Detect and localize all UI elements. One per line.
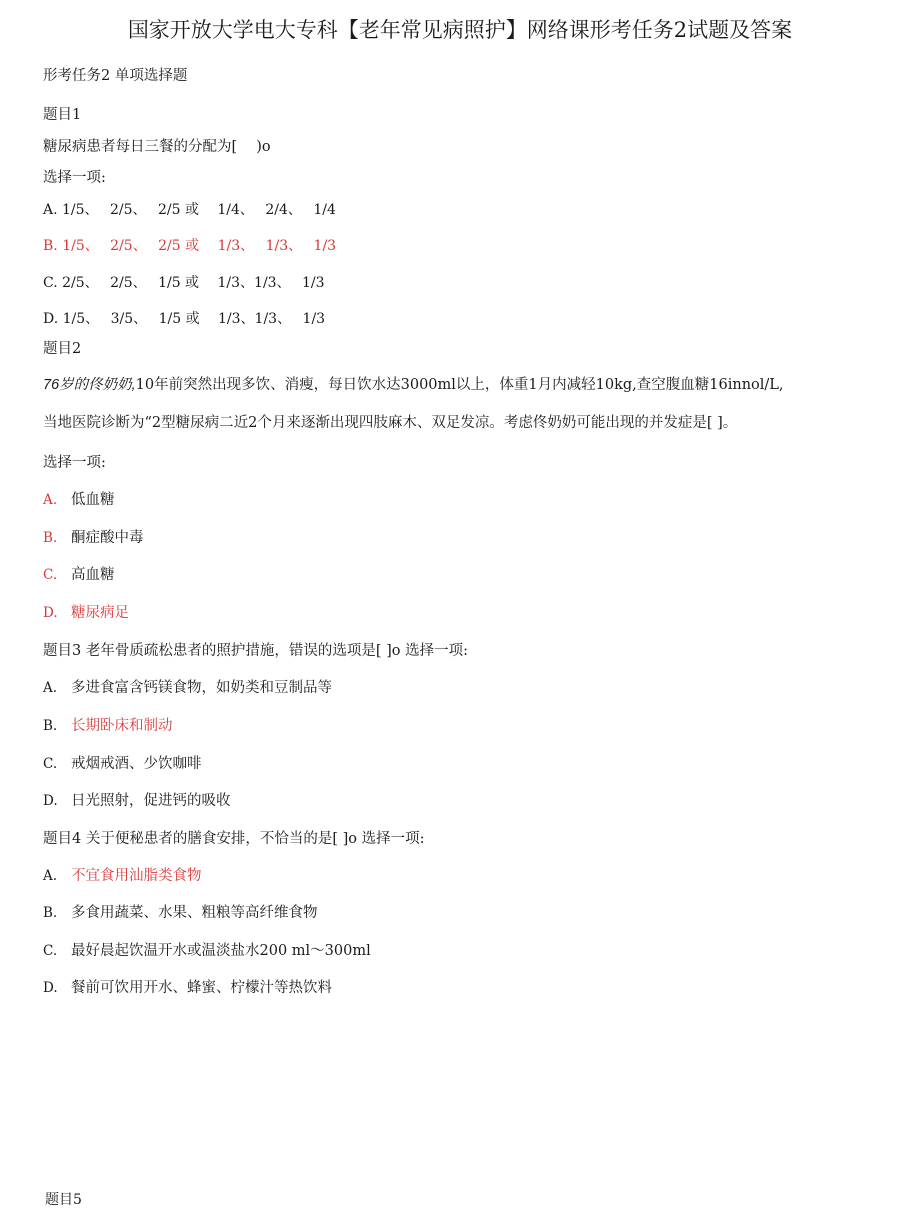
question-4-stem: 题目4 关于便秘患者的膳食安排，不恰当的是[ ]o 选择一项: [43,831,425,847]
section-heading: 形考任务2 单项选择题 [43,68,188,84]
option-text: 最好晨起饮温开水或温淡盐水200 ml〜300ml [71,943,371,959]
option-text: 日光照射，促进钙的吸收 [71,793,231,809]
option-text: 戒烟戒酒、少饮咖啡 [71,756,202,772]
option-letter: C. [43,943,58,959]
option-text: 长期卧床和制动 [71,718,173,734]
question-2-prompt: 选择一项: [43,455,106,471]
question-2-option-c[interactable] [43,563,115,584]
question-3-option-c[interactable] [43,752,202,773]
question-2-stem-line-1 [43,373,784,394]
question-4-option-c[interactable] [43,939,371,960]
question-3-option-b-correct[interactable] [43,714,173,735]
question-2-label: 题目2 [43,341,82,357]
question-1-prompt: 选择一项: [43,170,106,186]
option-text: 餐前可饮用开水、蜂蜜、柠檬汁等热饮料 [71,980,332,996]
option-letter: A. [43,680,58,696]
option-text: 多食用蔬菜、水果、粗粮等高纤维食物 [71,905,318,921]
option-letter: A. [43,492,58,508]
option-letter: A. [43,868,58,884]
question-2-option-a[interactable] [43,488,115,509]
option-letter: D. [43,605,58,621]
question-4-option-d[interactable] [43,976,332,997]
question-3-stem: 题目3 老年骨质疏松患者的照护措施，错误的选项是[ ]o 选择一项: [43,643,468,659]
question-1-option-d[interactable]: D. 1/5、 3/5、 1/5 或 1/3、1/3、 1/3 [43,311,326,327]
question-1-option-a[interactable]: A. 1/5、 2/5、 2/5 或 1/4、 2/4、 1/4 [43,202,336,218]
option-text: 低血糖 [71,492,115,508]
option-text: 不宜食用汕脂类食物 [71,868,202,884]
question-2-stem-line-2: 当地医院诊断为“2型糖尿病二近2个月来逐渐出现四肢麻木、双足发凉。考虑佟奶奶可能出现的并发症是[ ]。 [43,415,738,431]
option-text: 酮症酸中毒 [71,530,144,546]
question-4-option-a-correct[interactable] [43,864,202,885]
question-2-option-b[interactable] [43,526,144,547]
option-letter: B. [43,530,58,546]
question-3-option-d[interactable] [43,789,231,810]
question-2-option-d-correct[interactable] [43,601,129,622]
option-text: 多进食富含钙镁食物，如奶类和豆制品等 [71,680,332,696]
option-letter: B. [43,905,58,921]
option-text: 高血糖 [71,567,115,583]
option-letter: D. [43,793,58,809]
question-3-option-a[interactable] [43,676,332,697]
option-letter: B. [43,718,58,734]
document-title: 国家开放大学电大专科【老年常见病照护】网络课形考任务2试题及答案 [127,18,793,42]
option-letter: C. [43,756,58,772]
question-4-option-b[interactable] [43,901,318,922]
question-2-stem-italic: 76岁的佟奶奶, [43,377,136,393]
question-1-label: 题目1 [43,107,82,123]
question-1-option-b-correct[interactable]: B. 1/5、 2/5、 2/5 或 1/3、 1/3、 1/3 [43,238,337,254]
option-letter: D. [43,980,58,996]
question-2-stem-text: 10年前突然出现多饮、消瘦，每日饮水达3000ml以上，体重1月内减轻10kg,查空腹血糖16innol/L, [135,377,784,393]
question-1-option-c[interactable]: C. 2/5、 2/5、 1/5 或 1/3、1/3、 1/3 [43,275,325,291]
option-text: 糖尿病足 [71,605,129,621]
question-1-stem: 糖尿病患者每日三餐的分配为[ )o [43,139,271,155]
question-5-label: 题目5 [45,1192,82,1208]
option-letter: C. [43,567,58,583]
